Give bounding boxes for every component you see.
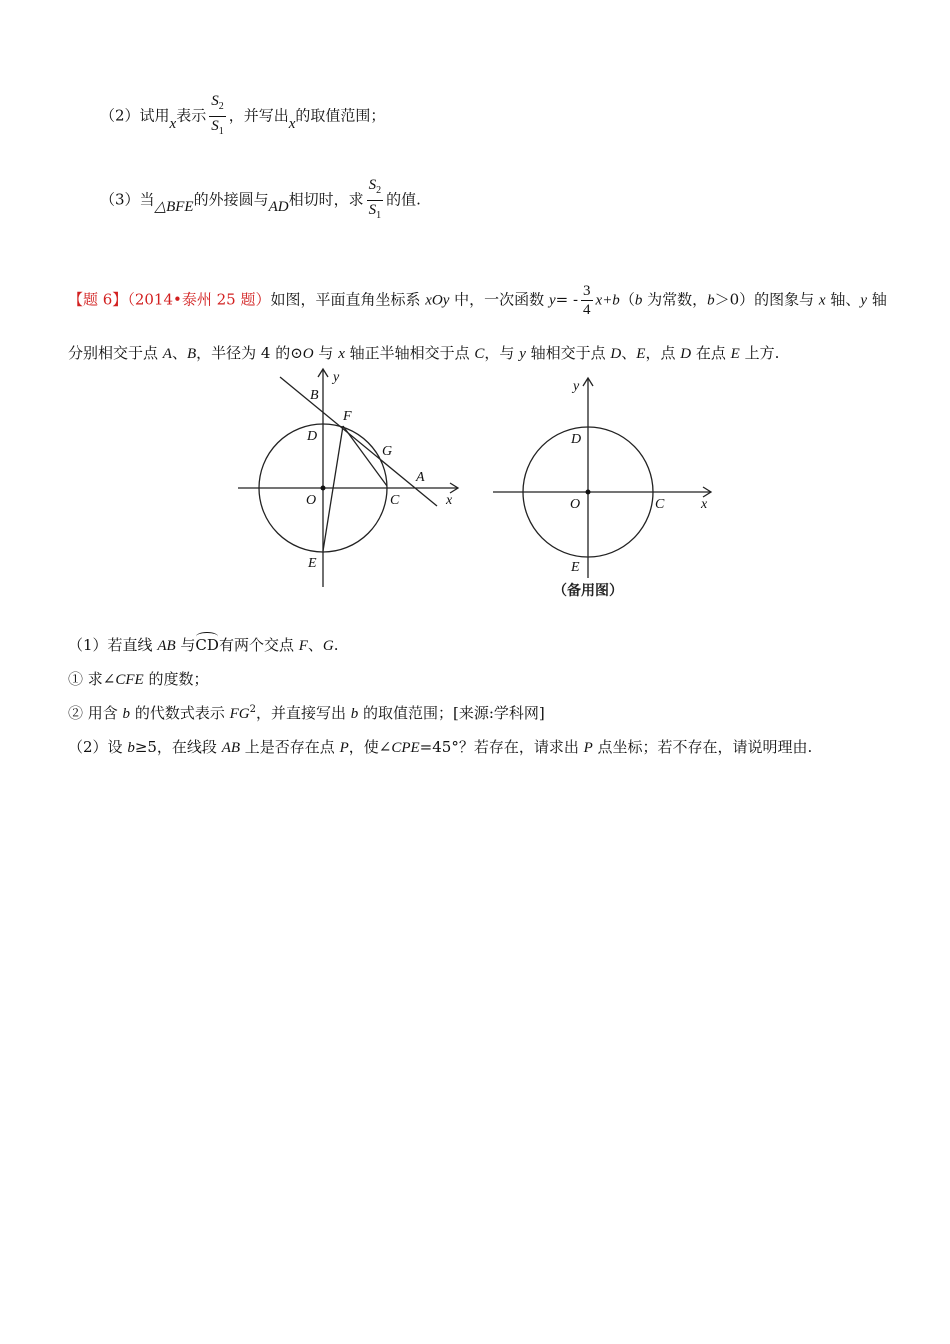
fig2-label-d: D <box>571 432 582 447</box>
l2-c: C <box>474 346 485 362</box>
p6-text3: （ <box>619 290 635 309</box>
fraction-s2-s1-b: $\frac{S_2}{S_1}$ <box>368 177 382 221</box>
q2-suffix: 的取值范围； <box>295 106 386 125</box>
l2-t6: 轴相交于点 <box>525 344 611 362</box>
s2-p2: P <box>583 740 593 756</box>
q3-mid2: 相切时，求 <box>288 190 364 209</box>
problem-tag: 【题 6】 <box>68 290 128 309</box>
p6-text2: 中，一次函数 <box>449 290 549 309</box>
prev-question-2 <box>100 92 385 141</box>
s2-t4: ，使∠ <box>348 738 392 756</box>
l2-e: E <box>636 346 646 362</box>
fig2-label-c: C <box>655 497 665 512</box>
l2-o: O <box>302 346 314 362</box>
sub-question-1b <box>68 702 545 723</box>
l2-y: y <box>519 346 526 362</box>
problem-6-line2 <box>68 342 779 363</box>
q2-prefix: （2）试用 <box>100 106 170 125</box>
q3-mid1: 的外接圆与 <box>193 190 269 209</box>
s2-t2: ≥5，在线段 <box>134 738 222 756</box>
fraction-s2-s1: $\frac{S_2}{S_1}$ <box>211 93 224 137</box>
figure-1-diagram <box>230 365 470 595</box>
l2-t5: ，与 <box>484 344 520 362</box>
p6-y-axis: y <box>860 292 868 309</box>
q2-show: 表示 <box>176 106 207 125</box>
p6-xoy: xOy <box>425 292 450 309</box>
fig2-label-y: y <box>573 379 580 394</box>
s2-p: P <box>339 740 349 756</box>
figure-2-diagram <box>485 370 725 605</box>
l2-b: B <box>186 346 197 362</box>
s2-ab: AB <box>221 740 241 756</box>
s1-t4: . <box>333 636 339 654</box>
l2-t1: 分别相交于点 <box>68 344 163 362</box>
fig2-label-o: O <box>570 497 581 512</box>
l2-t8: 在点 <box>691 344 731 362</box>
fig2-label-e: E <box>571 560 580 575</box>
s2-cpe: CPE <box>391 740 420 756</box>
problem-6-line1 <box>68 282 887 319</box>
p6-text4: 为常数， <box>642 290 708 309</box>
s1-g: G <box>322 638 334 654</box>
s1b-sup: 2 <box>249 704 256 715</box>
l2-t4: 轴正半轴相交于点 <box>344 344 475 362</box>
s1a-t1: ① 求∠ <box>68 670 116 688</box>
l2-d: D <box>610 346 622 362</box>
s1-sep: 、 <box>307 636 323 654</box>
l2-t7: ，点 <box>645 344 681 362</box>
s1-t1: （1）若直线 <box>68 636 158 654</box>
q2-mid: ，并写出 <box>228 106 289 125</box>
fig1-label-o: O <box>306 493 317 508</box>
sub-question-1a <box>68 668 208 689</box>
fig1-label-x: x <box>446 493 453 508</box>
l2-a: A <box>162 346 172 362</box>
s2-t5: =45°？若存在，请求出 <box>419 738 584 756</box>
l2-sep2: 、 <box>621 344 637 362</box>
fig1-label-d: D <box>307 429 318 444</box>
p6-text6: 轴、 <box>825 290 861 309</box>
p6-x-axis: x <box>818 292 826 309</box>
q3-line-ad: AD <box>268 198 289 215</box>
s1b-t4: 的取值范围；[来源:学科网] <box>358 704 545 722</box>
p6-text5: ＞0）的图象与 <box>714 290 819 309</box>
fig1-label-b: B <box>310 388 319 403</box>
p6-xb: x+b <box>595 292 620 309</box>
fig1-label-e: E <box>308 556 317 571</box>
q3-triangle: △BFE <box>154 198 194 215</box>
problem-source: （2014•泰州 25 题） <box>127 290 271 309</box>
s1-f: F <box>298 638 308 654</box>
s1-t3: 有两个交点 <box>218 636 299 654</box>
fig1-label-f: F <box>343 409 352 424</box>
s2-t1: （2）设 <box>68 738 128 756</box>
p6-b2: b <box>707 292 715 309</box>
s1b-t2: 的代数式表示 <box>130 704 230 722</box>
s1b-fg: FG <box>229 706 250 722</box>
q3-prefix: （3）当 <box>100 190 155 209</box>
p6-eq: = - <box>555 290 579 309</box>
prev-question-3 <box>100 176 421 225</box>
fig2-caption: （备用图） <box>553 583 623 599</box>
l2-t9: 上方. <box>739 344 780 362</box>
fig1-label-a: A <box>416 470 425 485</box>
arc-cd: CD <box>195 632 219 654</box>
s2-t6: 点坐标；若不存在，请说明理由. <box>592 738 813 756</box>
fig1-label-y: y <box>333 370 340 385</box>
fig1-label-c: C <box>390 493 400 508</box>
s1b-b: b <box>122 706 131 722</box>
q3-suffix: 的值. <box>386 190 421 209</box>
fig1-label-g: G <box>382 444 393 459</box>
sub-question-1 <box>68 632 339 655</box>
q2-var-x2: x <box>288 115 296 132</box>
sub-question-2 <box>68 736 812 757</box>
s2-b: b <box>127 740 135 756</box>
l2-e2: E <box>730 346 740 362</box>
fraction-3-4: $\frac{3}{4}$ <box>583 283 591 318</box>
s1b-t1: ② 用含 <box>68 704 123 722</box>
l2-d2: D <box>680 346 692 362</box>
l2-x: x <box>338 346 345 362</box>
fig2-label-x: x <box>701 497 708 512</box>
s1-t2: 与 <box>175 636 196 654</box>
p6-b1: b <box>634 292 643 309</box>
s1b-t3: ，并直接写出 <box>255 704 351 722</box>
p6-y: y <box>548 292 556 309</box>
s1a-t2: 的度数； <box>143 670 209 688</box>
l2-t3: 与 <box>313 344 339 362</box>
p6-text7: 轴 <box>867 290 887 309</box>
s2-t3: 上是否存在点 <box>240 738 340 756</box>
l2-t2: ，半径为 4 的⊙ <box>196 344 303 362</box>
s1b-b2: b <box>350 706 359 722</box>
p6-text1: 如图，平面直角坐标系 <box>270 290 426 309</box>
s1-ab: AB <box>157 638 176 654</box>
s1a-cfe: CFE <box>115 672 144 688</box>
q2-var-x: x <box>169 115 177 132</box>
l2-sep1: 、 <box>171 344 187 362</box>
